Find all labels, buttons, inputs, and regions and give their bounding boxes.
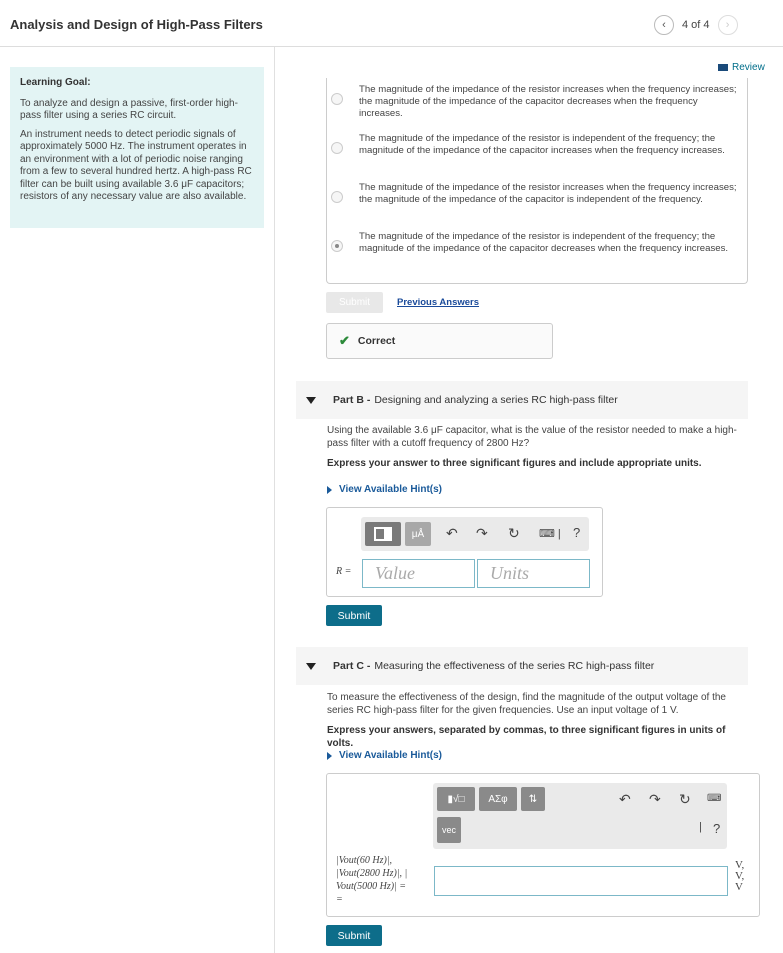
part-c-label: Part C -: [333, 660, 371, 672]
redo-icon[interactable]: ↷: [649, 791, 661, 807]
template-icon: [374, 527, 392, 541]
part-c-hint-label: View Available Hint(s): [339, 750, 442, 761]
option-1-text: The magnitude of the impedance of the resistor increases when the frequency increases; the magnitude of the impedance of the capacitor decreases when the frequency increases.: [359, 84, 737, 119]
part-c-submit-button[interactable]: Submit: [326, 925, 382, 946]
vout-line-1: |Vout(60 Hz)|,: [336, 855, 393, 866]
radio-option-3[interactable]: [331, 191, 343, 203]
unit-v-1: V,: [735, 859, 745, 871]
expand-triangle-icon: [327, 486, 332, 494]
vec-label: vec: [441, 825, 456, 835]
chevron-right-icon: ›: [725, 19, 730, 31]
learning-goal-panel: [10, 67, 264, 228]
part-b-hint-toggle[interactable]: [327, 484, 442, 495]
vout-label: [336, 854, 407, 906]
cursor-bar-icon: |: [699, 821, 702, 833]
units-column: [735, 860, 744, 893]
help-icon[interactable]: ?: [573, 525, 581, 540]
option-2-text: The magnitude of the impedance of the resistor is independent of the frequency; the magnitude of the impedance of the capacitor increases when the frequency increases.: [359, 133, 725, 156]
expand-triangle-icon: [327, 752, 332, 760]
keyboard-icon[interactable]: ⌨: [707, 793, 722, 804]
redo-icon[interactable]: ↷: [476, 525, 488, 541]
template-button[interactable]: [365, 522, 401, 546]
option-3[interactable]: [359, 182, 739, 206]
part-c-question: To measure the effectiveness of the design, find the magnitude of the output voltage of the series RC high-pass filter for the given frequencies. Use an input voltage of 1 V.: [327, 692, 726, 716]
part-c-header[interactable]: [296, 647, 748, 685]
template-button[interactable]: [437, 787, 475, 811]
greek-button[interactable]: [479, 787, 517, 811]
vout-line-2: |Vout(2800 Hz)|, |: [336, 868, 408, 879]
help-icon[interactable]: ?: [713, 821, 721, 836]
part-b-question: Using the available 3.6 μF capacitor, what is the value of the resistor needed to make a high-pass filter with a cutoff frequency of 2800 Hz?: [327, 425, 737, 449]
column-divider: [274, 47, 275, 953]
part-b-answer-box: [326, 507, 603, 597]
vout-line-4: =: [336, 894, 343, 905]
radio-option-4-selected[interactable]: [331, 240, 343, 252]
page-count: 4 of 4: [682, 19, 710, 31]
sort-button[interactable]: [521, 787, 545, 811]
pagination: [654, 15, 738, 35]
part-b-toolbar: [361, 517, 589, 551]
learning-goal-para1: To analyze and design a passive, first-order high-pass filter using a series RC circuit.: [20, 97, 238, 121]
feedback-text: Correct: [357, 335, 396, 347]
page-title: Analysis and Design of High-Pass Filters: [10, 17, 263, 32]
part-c-title: Measuring the effectiveness of the series RC high-pass filter: [374, 660, 655, 672]
part-b-submit-button[interactable]: Submit: [326, 605, 382, 626]
part-c-hint-toggle[interactable]: [327, 750, 442, 761]
option-1[interactable]: [359, 84, 739, 120]
part-c-instruction: Express your answers, separated by commas, to three significant figures in units of volts.: [327, 725, 726, 749]
undo-icon[interactable]: ↶: [446, 525, 458, 541]
learning-goal-para2: An instrument needs to detect periodic signals of approximately 5000 Hz. The instrument operates in an environment with a lot of periodic noise ranging from a few to several hundred hertz. A high-pass RC filter can be built using available 3.6 μF capacitors; resistors of any necessary value are also available.: [20, 128, 252, 202]
review-label: Review: [732, 62, 765, 73]
unit-v-2: V,: [735, 870, 745, 882]
collapse-triangle-icon: [306, 397, 316, 404]
option-4-text: The magnitude of the impedance of the resistor is independent of the frequency; the magnitude of the impedance of the capacitor decreases when the frequency increases.: [359, 231, 729, 254]
part-c-answer-box: [326, 773, 760, 917]
reset-icon[interactable]: ↻: [679, 791, 691, 807]
arrows-updown-icon: ⇅: [528, 793, 538, 805]
vout-answer-input[interactable]: [434, 866, 728, 896]
value-input[interactable]: Value: [362, 559, 475, 588]
part-a-submit-button[interactable]: Submit: [326, 292, 383, 313]
part-a-options: [326, 78, 748, 284]
part-b-hint-label: View Available Hint(s): [339, 484, 442, 495]
units-input[interactable]: Units: [477, 559, 590, 588]
chevron-left-icon: ‹: [662, 19, 666, 31]
part-b-instruction: Express your answer to three significant figures and include appropriate units.: [327, 458, 702, 469]
collapse-triangle-icon: [306, 663, 316, 670]
part-c-toolbar: [433, 783, 727, 849]
correct-feedback: [326, 323, 553, 359]
option-4[interactable]: [359, 231, 739, 255]
checkmark-icon: ✔: [339, 333, 350, 348]
part-b-label: Part B -: [333, 394, 371, 406]
units-icon: μÅ: [411, 528, 425, 540]
book-icon: [718, 64, 728, 71]
radio-option-2[interactable]: [331, 142, 343, 154]
radio-option-1[interactable]: [331, 93, 343, 105]
vout-line-3: Vout(5000 Hz)| =: [336, 881, 407, 892]
header-bar: [0, 0, 783, 47]
radical-template-icon: ▮√□: [447, 793, 465, 805]
prev-page-button[interactable]: [654, 15, 674, 35]
part-b-title: Designing and analyzing a series RC high-pass filter: [374, 394, 618, 406]
greek-label: ΑΣφ: [488, 793, 508, 805]
vec-button[interactable]: [437, 817, 461, 843]
option-2[interactable]: [359, 133, 739, 157]
reset-icon[interactable]: ↻: [508, 525, 520, 541]
option-3-text: The magnitude of the impedance of the resistor increases when the frequency increases; the magnitude of the impedance of the capacitor is independent of the frequency.: [359, 182, 737, 205]
part-b-header[interactable]: [296, 381, 748, 419]
review-link[interactable]: [718, 62, 765, 73]
r-label: R =: [336, 566, 352, 577]
keyboard-icon[interactable]: ⌨ |: [539, 528, 561, 540]
undo-icon[interactable]: ↶: [619, 791, 631, 807]
units-button[interactable]: [405, 522, 431, 546]
next-page-button[interactable]: [718, 15, 738, 35]
previous-answers-link[interactable]: Previous Answers: [397, 297, 480, 308]
unit-v-3: V: [735, 881, 743, 893]
learning-goal-heading: Learning Goal:: [20, 77, 91, 88]
